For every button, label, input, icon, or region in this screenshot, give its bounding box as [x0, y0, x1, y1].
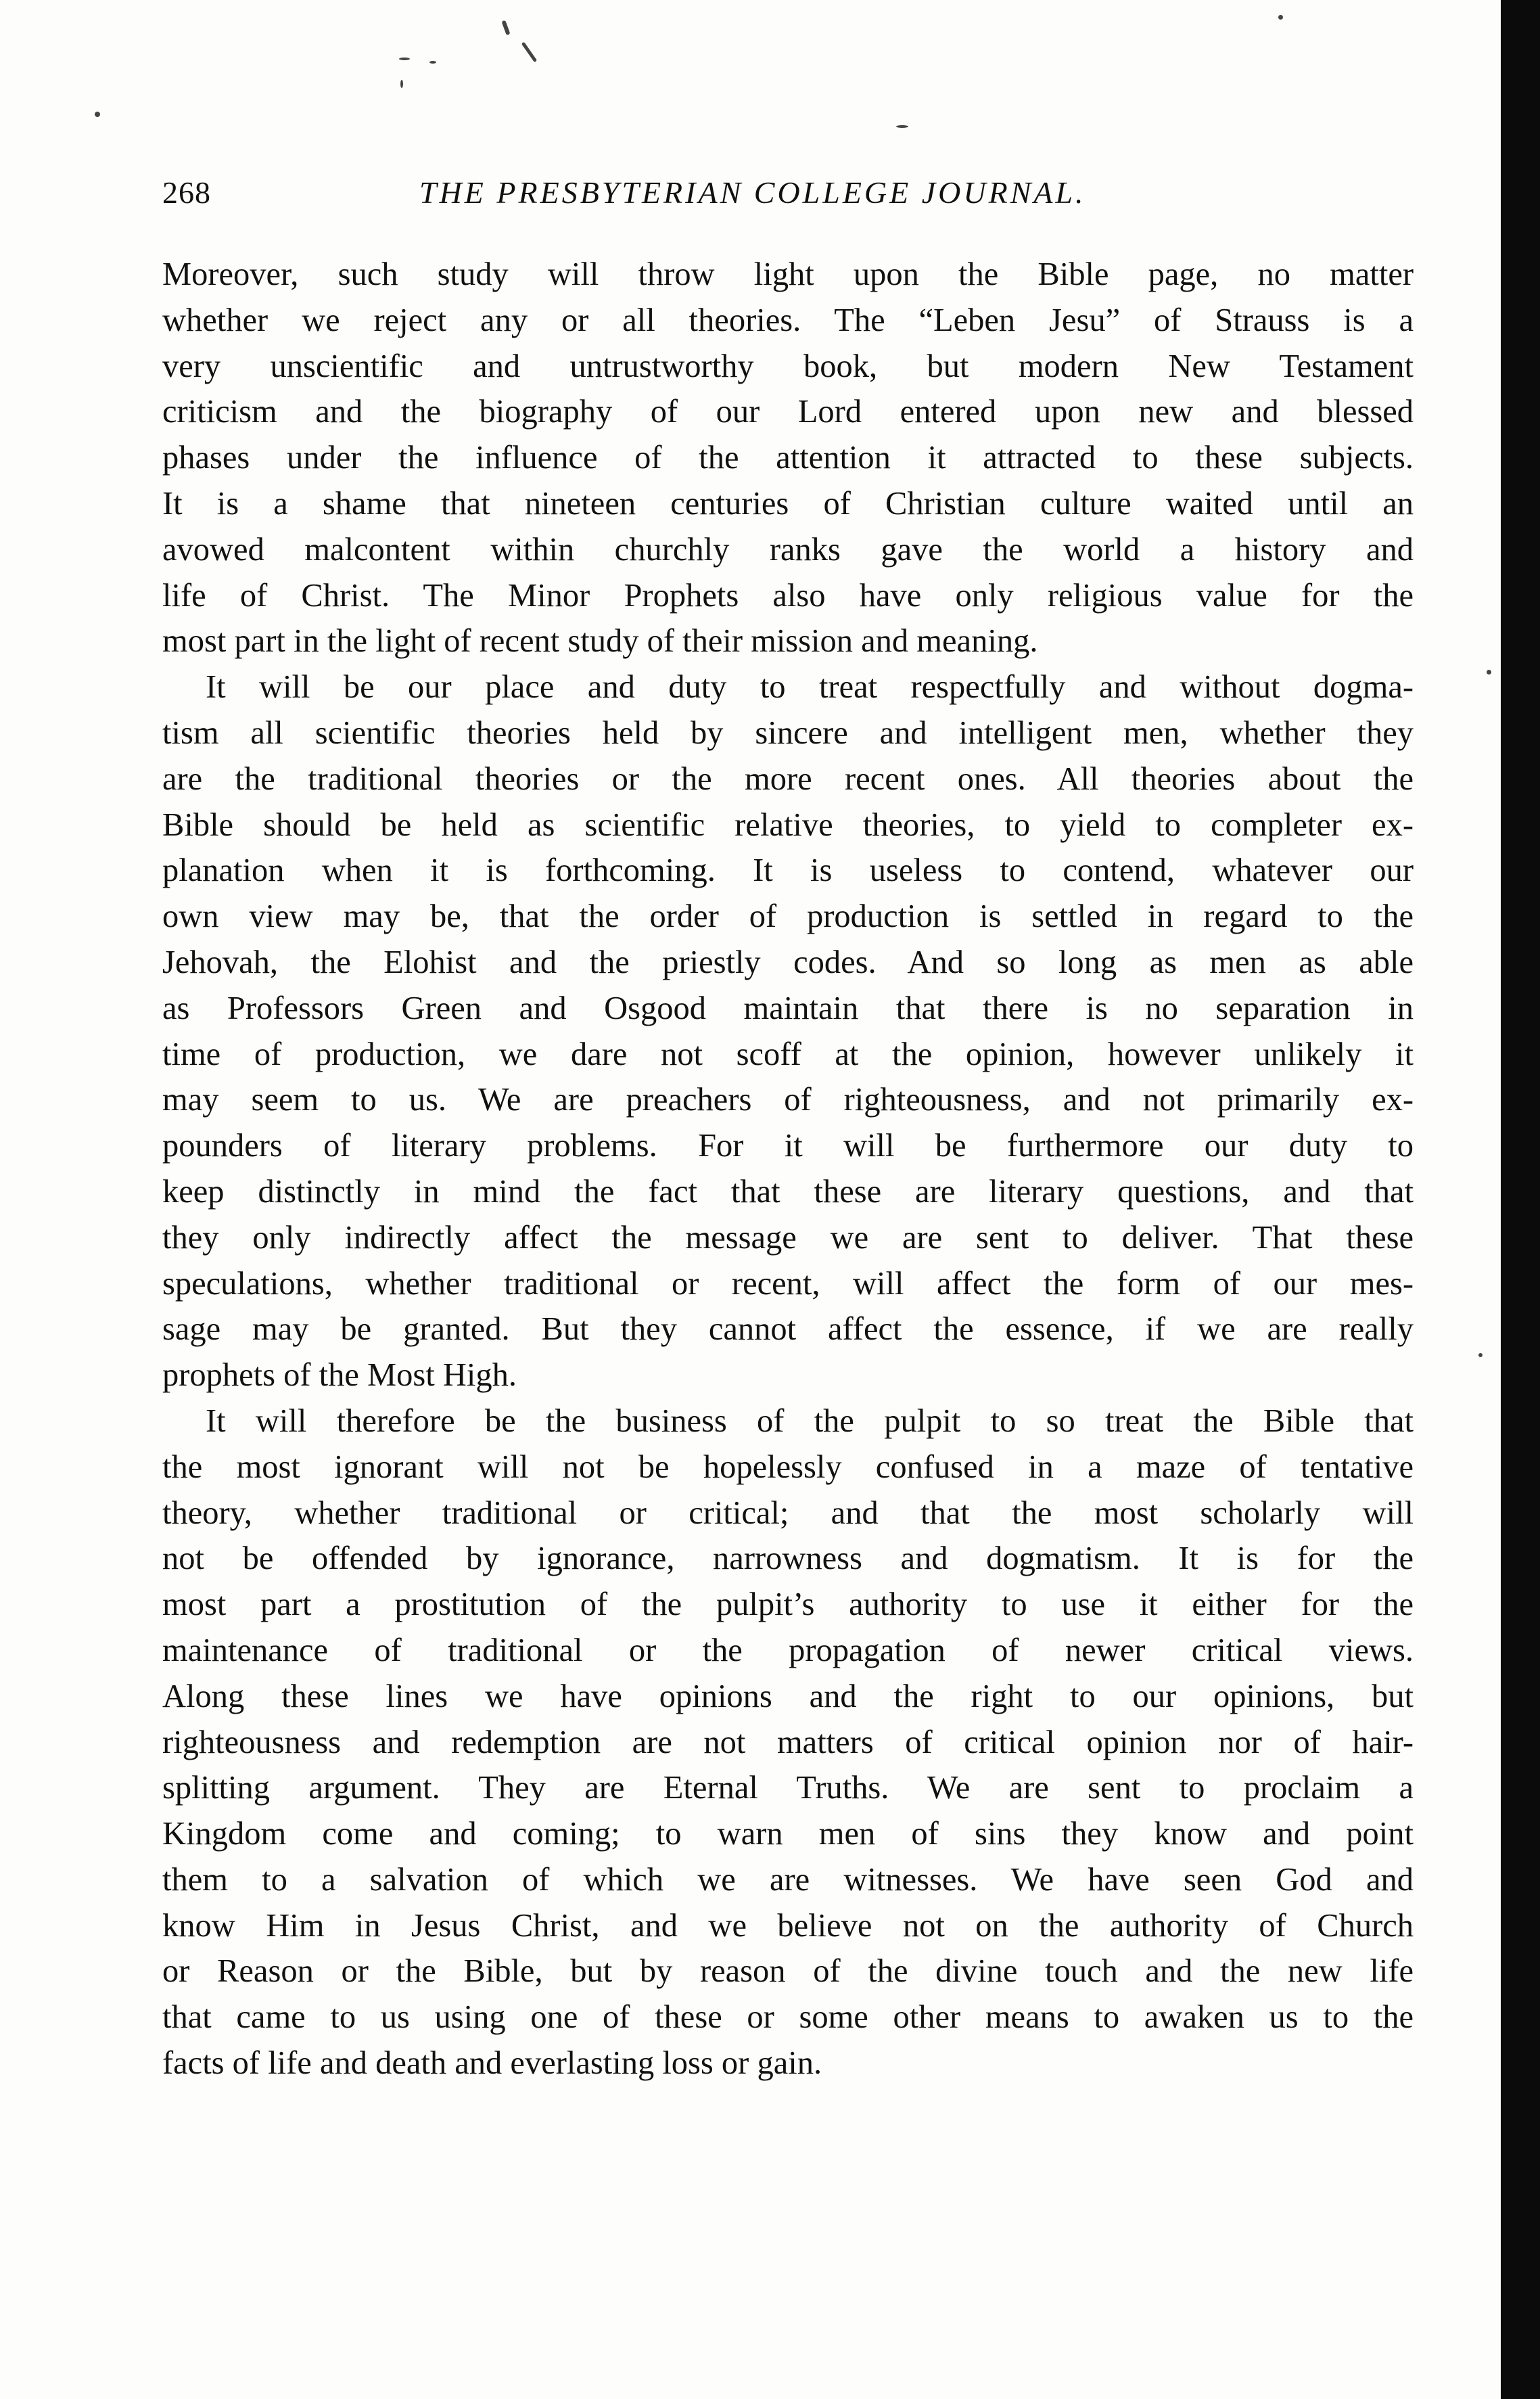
running-header: [162, 175, 1427, 222]
text-line: Moreover, such study will throw light upon the Bible page, no matter: [162, 256, 1414, 292]
scan-edge-shadow: [1501, 0, 1540, 2399]
text-line: keep distinctly in mind the fact that these are literary questions, and that: [162, 1173, 1414, 1210]
text-line: speculations, whether traditional or recent, will affect the form of our mes-: [162, 1265, 1414, 1302]
paragraph-2: [162, 664, 1414, 1398]
text-line: most part a prostitution of the pulpit’s authority to use it either for the: [162, 1586, 1414, 1623]
text-line: righteousness and redemption are not matters of critical opinion nor of hair-: [162, 1724, 1414, 1760]
text-line: pounders of literary problems. For it will be furthermore our duty to: [162, 1128, 1414, 1164]
dust-speck: [1487, 670, 1491, 675]
text-line: Kingdom come and coming; to warn men of sins they know and point: [162, 1816, 1414, 1852]
text-line: planation when it is forthcoming. It is useless to contend, whatever our: [162, 852, 1414, 889]
text-line: Along these lines we have opinions and the right to our opinions, but: [162, 1678, 1414, 1714]
text-line: It will therefore be the business of the pulpit to so treat the Bible that: [206, 1402, 1414, 1439]
text-line: most part in the light of recent study of their mission and meaning.: [162, 623, 1038, 660]
dust-speck: [1278, 15, 1283, 20]
text-line: not be offended by ignorance, narrowness and dogmatism. It is for the: [162, 1540, 1414, 1577]
text-line: phases under the influence of the attention it attracted to these subjects.: [162, 440, 1414, 476]
text-line: Bible should be held as scientific relative theories, to yield to completer ex-: [162, 806, 1414, 843]
text-line: facts of life and death and everlasting loss or gain.: [162, 2045, 822, 2082]
text-line: life of Christ. The Minor Prophets also have only religious value for the: [162, 577, 1414, 614]
text-line: are the traditional theories or the more recent ones. All theories about the: [162, 760, 1414, 797]
text-line: that came to us using one of these or some other means to awaken us to the: [162, 1999, 1414, 2036]
article-body: [162, 252, 1414, 2086]
dust-speck: [521, 42, 538, 63]
dust-speck: [501, 20, 510, 36]
text-line: sage may be granted. But they cannot affect the essence, if we are really: [162, 1311, 1414, 1348]
text-line: they only indirectly affect the message we are sent to deliver. That these: [162, 1219, 1414, 1256]
dust-speck: [896, 125, 908, 128]
page-number: 268: [162, 175, 211, 210]
text-line: very unscientific and untrustworthy book, but modern New Testament: [162, 348, 1414, 384]
dust-speck: [399, 58, 410, 60]
text-line: maintenance of traditional or the propagation of newer critical views.: [162, 1632, 1414, 1668]
text-line: It is a shame that nineteen centuries of Christian culture waited until an: [162, 485, 1414, 522]
text-line: whether we reject any or all theories. The “Leben Jesu” of Strauss is a: [162, 302, 1414, 338]
dust-speck: [400, 80, 403, 88]
journal-title: THE PRESBYTERIAN COLLEGE JOURNAL.: [419, 175, 1086, 210]
text-line: or Reason or the Bible, but by reason of the divine touch and the new life: [162, 1953, 1414, 1990]
text-line: the most ignorant will not be hopelessly confused in a maze of tentative: [162, 1448, 1414, 1485]
text-line: Jehovah, the Elohist and the priestly codes. And so long as men as able: [162, 944, 1414, 980]
text-line: It will be our place and duty to treat respectfully and without dogma-: [206, 669, 1414, 706]
text-line: time of production, we dare not scoff at the opinion, however unlikely it: [162, 1036, 1414, 1072]
text-line: criticism and the biography of our Lord entered upon new and blessed: [162, 394, 1414, 430]
dust-speck: [429, 61, 436, 64]
text-line: them to a salvation of which we are witnesses. We have seen God and: [162, 1861, 1414, 1898]
text-line: tism all scientific theories held by sincere and intelligent men, whether they: [162, 714, 1414, 751]
text-line: splitting argument. They are Eternal Truths. We are sent to proclaim a: [162, 1770, 1414, 1806]
text-line: know Him in Jesus Christ, and we believe not on the authority of Church: [162, 1907, 1414, 1944]
dust-speck: [1478, 1353, 1483, 1357]
paragraph-1: [162, 252, 1414, 664]
text-line: as Professors Green and Osgood maintain that there is no separation in: [162, 990, 1414, 1026]
text-line: avowed malcontent within churchly ranks gave the world a history and: [162, 531, 1414, 568]
text-line: own view may be, that the order of production is settled in regard to the: [162, 898, 1414, 935]
text-line: may seem to us. We are preachers of righteousness, and not primarily ex-: [162, 1082, 1414, 1118]
paragraph-3: [162, 1398, 1414, 2086]
dust-speck: [95, 112, 100, 117]
text-line: prophets of the Most High.: [162, 1357, 517, 1394]
text-line: theory, whether traditional or critical; and that the most scholarly will: [162, 1494, 1414, 1531]
